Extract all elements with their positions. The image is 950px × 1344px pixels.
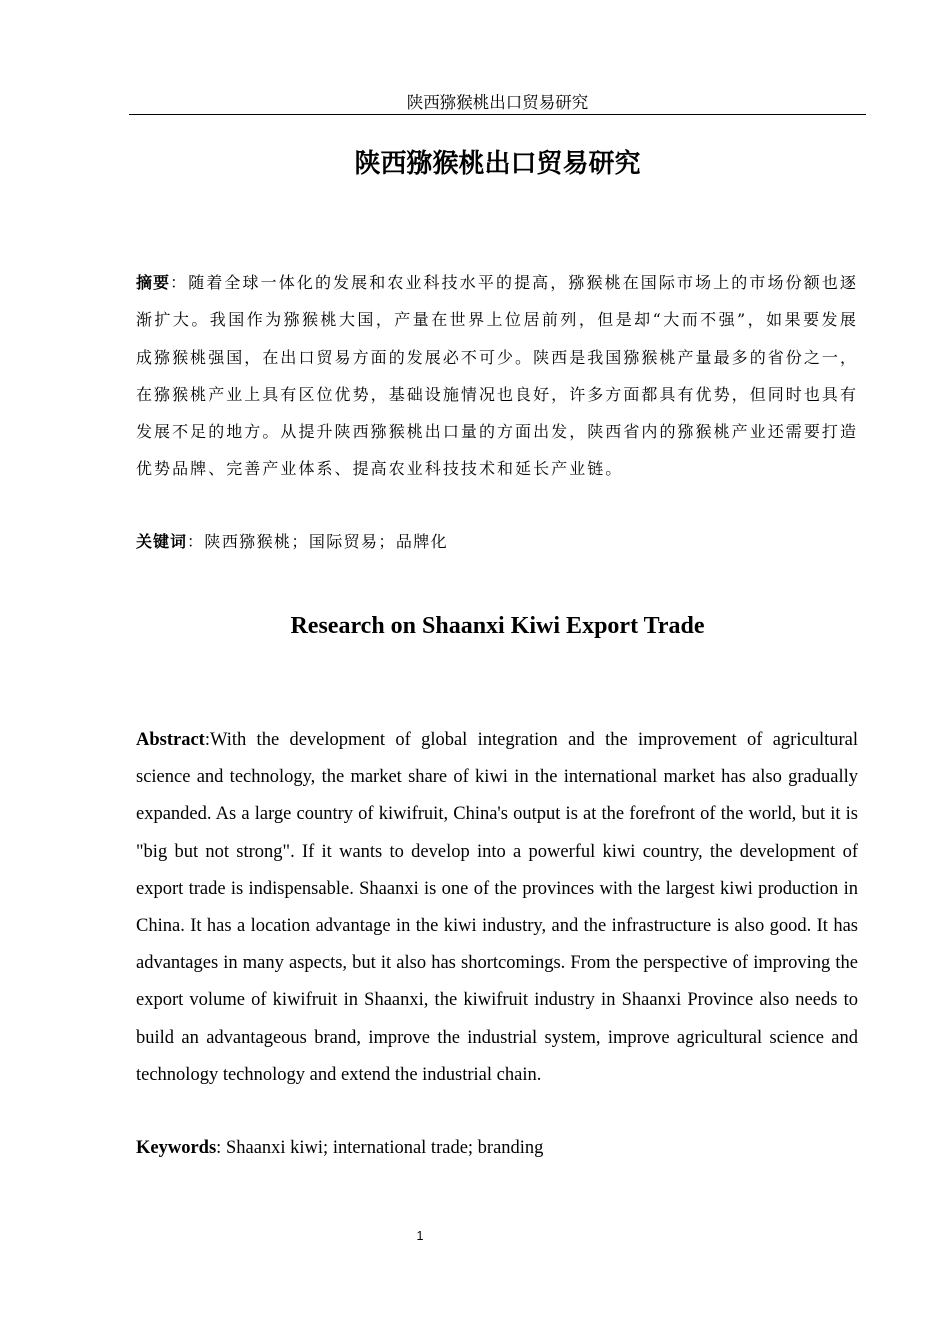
- chinese-keywords: [136, 527, 858, 557]
- chinese-abstract-separator: ：: [170, 273, 189, 292]
- english-abstract-label: Abstract: [136, 730, 205, 750]
- english-keywords: [136, 1130, 858, 1166]
- english-keywords-text: Shaanxi kiwi; international trade; branding: [225, 1138, 544, 1158]
- chinese-abstract-text: 随着全球一体化的发展和农业科技水平的提高，猕猴桃在国际市场上的市场份额也逐渐扩大。我国作为猕猴桃大国，产量在世界上位居前列，但是却“大而不强”，如果要发展成猕猴桃强国，在出口贸易方面的发展必不可少。陕西是我国猕猴桃产量最多的省份之一，在猕猴桃产业上具有区位优势，基础设施情况也良好，许多方面都具有优势，但同时也具有发展不足的地方。从提升陕西猕猴桃出口量的方面出发，陕西省内的猕猴桃产业还需要打造优势品牌、完善产业体系、提高农业科技技术和延长产业链。: [136, 273, 859, 479]
- english-abstract: [136, 722, 858, 1094]
- chinese-keywords-label: 关键词: [136, 532, 188, 551]
- english-keywords-label: Keywords: [136, 1138, 217, 1158]
- english-keywords-separator: :: [216, 1138, 226, 1158]
- chinese-keywords-text: 陕西猕猴桃；国际贸易；品牌化: [204, 532, 449, 551]
- chinese-keywords-separator: ：: [187, 532, 205, 551]
- english-abstract-text: With the development of global integration and the improvement of agricultural science and technology, the market share of kiwi in the international market has also gradually expanded. As a large country of kiwifruit, China's output is at the forefront of the world, but it is "big but not strong". If it wants to develop into a powerful kiwi country, the development of export trade is indispensable. Shaanxi is one of the provinces with the largest kiwi production in China. It has a location advantage in the kiwi industry, and the infrastructure is also good. It has advantages in many aspects, but it also has shortcomings. From the perspective of improving the export volume of kiwifruit in Shaanxi, the kiwifruit industry in Shaanxi Province also needs to build an advantageous brand, improve the industrial system, improve agricultural science and technology technology and extend the industrial chain.: [136, 730, 858, 1085]
- chinese-abstract: [136, 264, 858, 488]
- running-header: [129, 92, 866, 115]
- chinese-abstract-label: 摘要: [136, 273, 171, 292]
- running-header-title: 陕西猕猴桃出口贸易研究: [406, 93, 589, 112]
- english-abstract-separator: :: [204, 730, 210, 750]
- page-number: 1: [416, 1229, 424, 1243]
- english-title: Research on Shaanxi Kiwi Export Trade: [290, 613, 705, 639]
- chinese-title: 陕西猕猴桃出口贸易研究: [354, 149, 641, 179]
